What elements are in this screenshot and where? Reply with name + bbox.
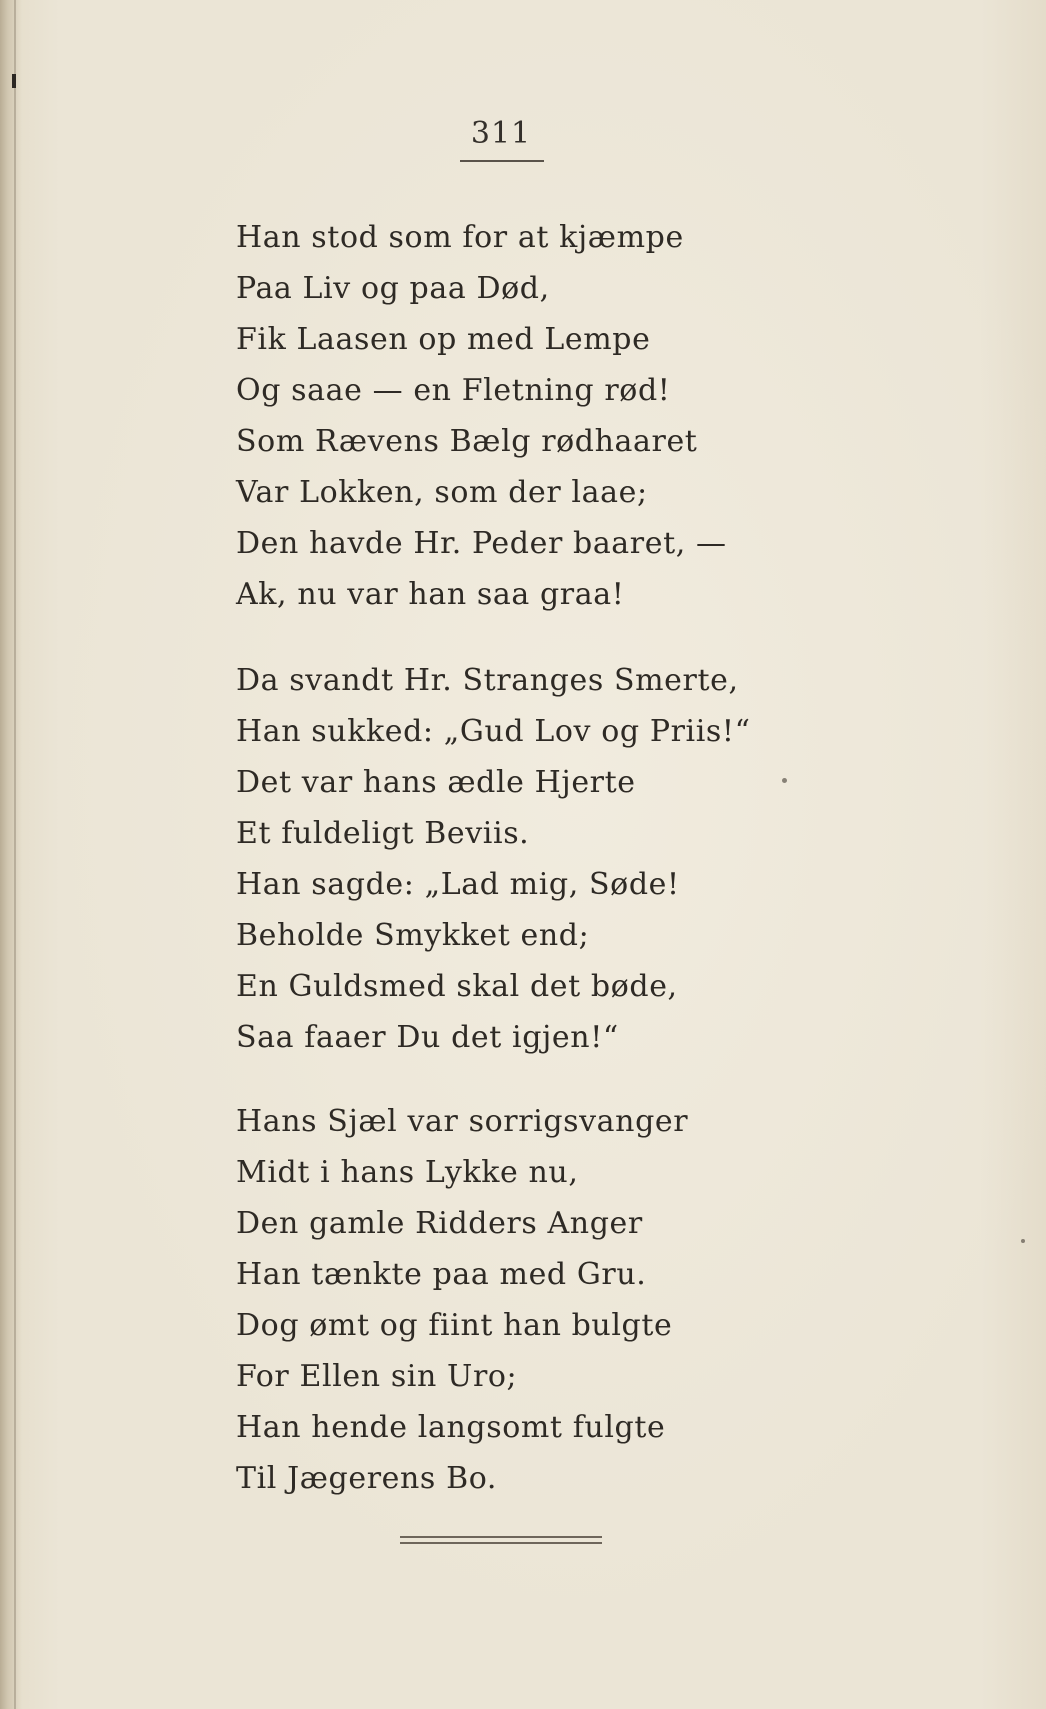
edge-mark [12,74,16,88]
verse-line: Han sukked: „Gud Lov og Priis!“ [236,714,751,749]
verse-line: Han hende langsomt fulgte [236,1410,666,1445]
verse-line: Den gamle Ridders Anger [236,1206,643,1241]
end-rule-bottom [400,1542,602,1544]
verse-line: Ak, nu var han saa graa! [236,577,625,612]
end-rule-top [400,1536,602,1538]
verse-line: Dog ømt og fiint han bulgte [236,1308,673,1343]
verse-line: Var Lokken, som der laae; [236,475,648,510]
binding-edge [0,0,22,1709]
verse-line: Saa faaer Du det igjen!“ [236,1020,619,1055]
stanza-3 [236,1096,956,1504]
ink-speck [782,778,787,783]
page-number-rule [460,160,544,162]
verse-line: Som Rævens Bælg rødhaaret [236,424,698,459]
verse-line: Hans Sjæl var sorrigsvanger [236,1104,689,1139]
verse-line: Til Jægerens Bo. [236,1461,497,1496]
stanza-2 [236,655,956,1063]
verse-line: For Ellen sin Uro; [236,1359,518,1394]
verse-line: Fik Laasen op med Lempe [236,322,651,357]
verse-line: Et fuldeligt Beviis. [236,816,530,851]
verse-line: En Guldsmed skal det bøde, [236,969,678,1004]
verse-line: Midt i hans Lykke nu, [236,1155,579,1190]
verse-line: Han sagde: „Lad mig, Søde! [236,867,680,902]
verse-line: Det var hans ædle Hjerte [236,765,636,800]
verse-line: Og saae — en Fletning rød! [236,373,671,408]
page-number: 311 [470,116,532,151]
verse-line: Han tænkte paa med Gru. [236,1257,647,1292]
stanza-1 [236,212,956,620]
verse-line: Da svandt Hr. Stranges Smerte, [236,663,739,698]
verse-line: Den havde Hr. Peder baaret, — [236,526,727,561]
binding-line [14,0,16,1709]
verse-line: Han stod som for at kjæmpe [236,220,684,255]
verse-line: Paa Liv og paa Død, [236,271,550,306]
verse-line: Beholde Smykket end; [236,918,590,953]
ink-speck [1021,1239,1025,1243]
